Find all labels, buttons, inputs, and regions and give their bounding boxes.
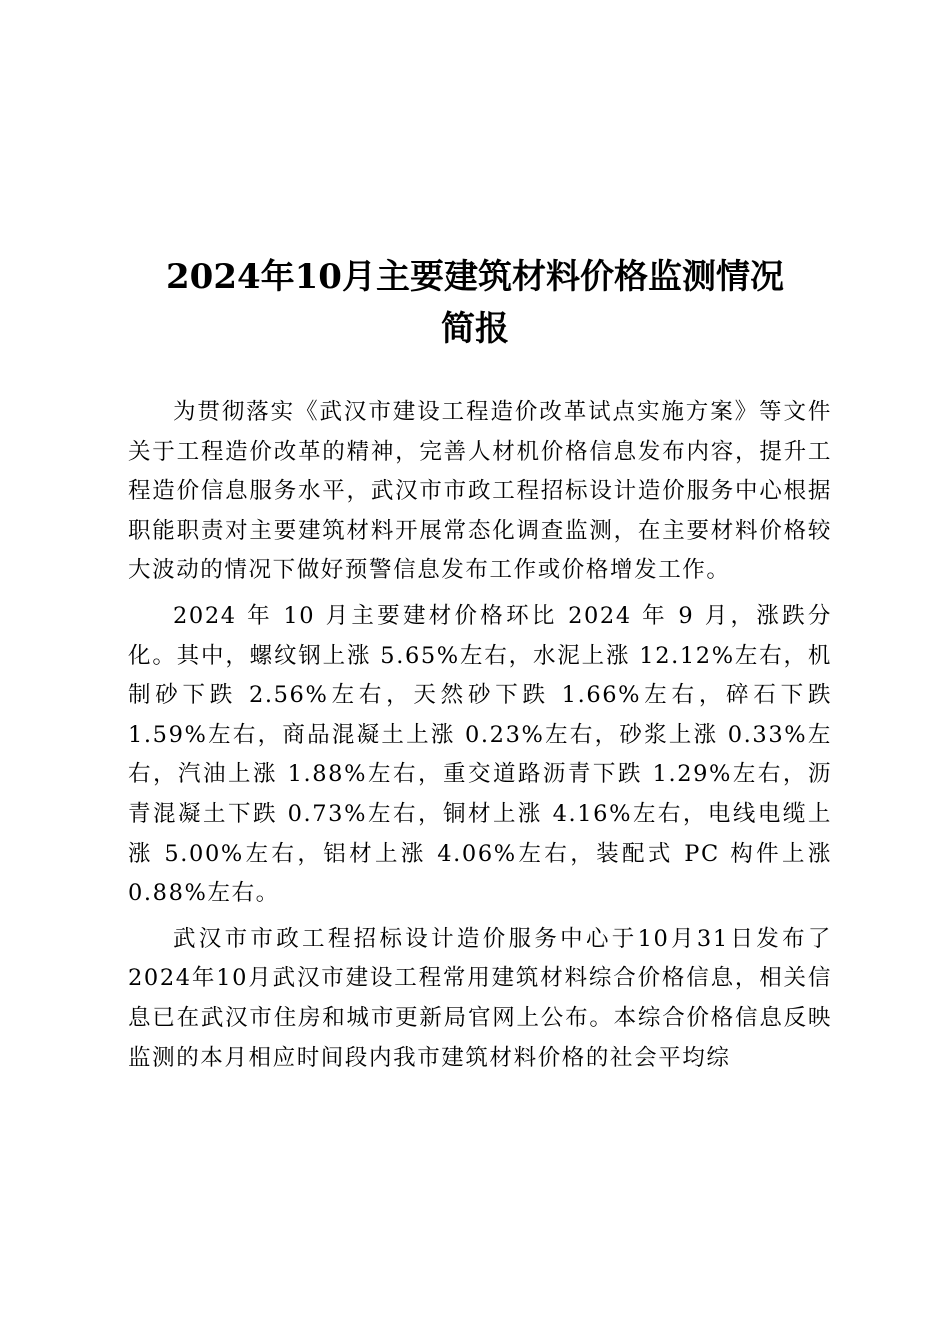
title-line-2: 简报 [441, 309, 509, 349]
document-body [128, 393, 832, 1084]
paragraph-intro: 为贯彻落实《武汉市建设工程造价改革试点实施方案》等文件关于工程造价改革的精神，完善人材机价格信息发布内容，提升工程造价信息服务水平，武汉市市政工程招标设计造价服务中心根据职能职责对主要建筑材料开展常态化调查监测，在主要材料价格较大波动的情况下做好预警信息发布工作或价格增发工作。 [128, 399, 832, 584]
document-title [120, 251, 830, 355]
paragraph-publication: 武汉市市政工程招标设计造价服务中心于10月31日发布了2024年10月武汉市建设工程常用建筑材料综合价格信息，相关信息已在武汉市住房和城市更新局官网上公布。本综合价格信息反映监测的本月相应时间段内我市建筑材料价格的社会平均综 [128, 925, 832, 1071]
title-line-1: 2024年10月主要建筑材料价格监测情况 [166, 257, 784, 297]
paragraph-price-changes: 2024 年 10 月主要建材价格环比 2024 年 9 月，涨跌分化。其中，螺纹钢上涨 5.65%左右，水泥上涨 12.12%左右，机制砂下跌 2.56%左右，天然砂下跌 1.66%左右，碎石下跌 1.59%左右，商品混凝土上涨 0.23%左右，砂浆上涨 0.33%左右，汽油上涨 1.88%左右，重交道路沥青下跌 1.29%左右，沥青混凝土下跌 0.73%左右，铜材上涨 4.16%左右，电线电缆上涨 5.00%左右，铝材上涨 4.06%左右，装配式 PC 构件上涨 0.88%左右。 [128, 602, 832, 907]
